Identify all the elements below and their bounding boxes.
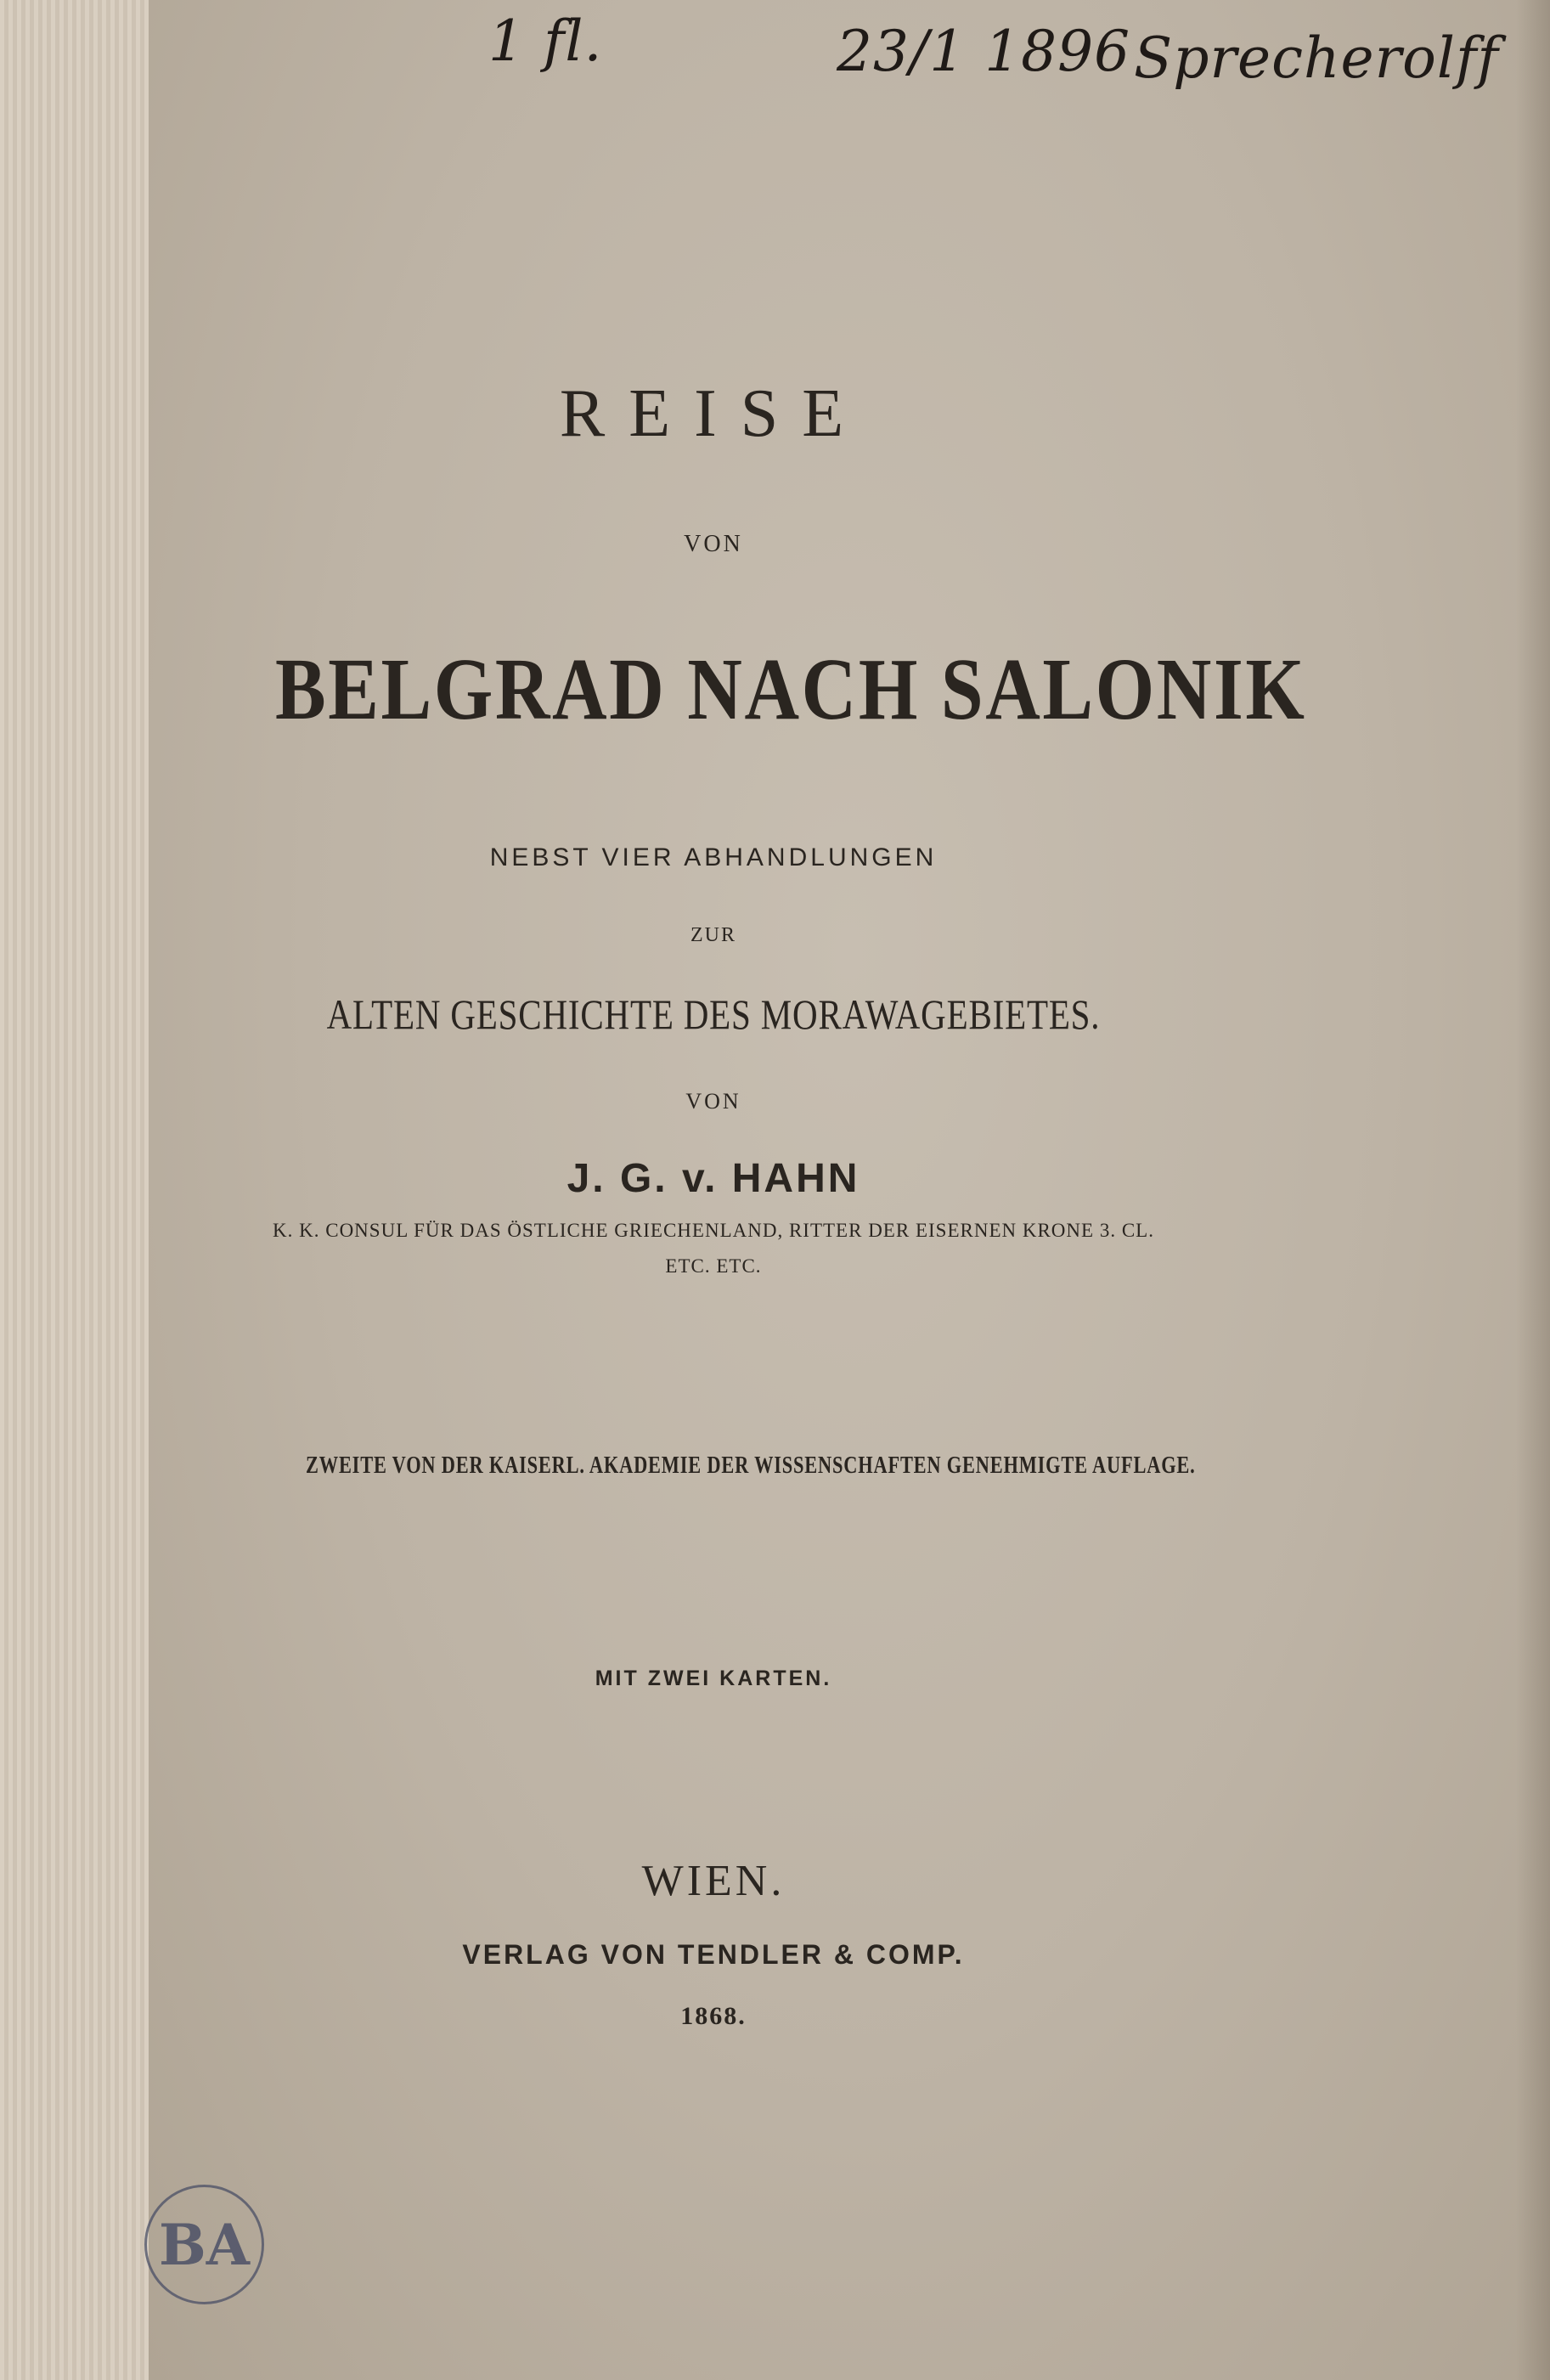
handwritten-price: 1 fl. [488,8,603,74]
publisher: VERLAG VON TENDLER & COMP. [462,1939,965,1970]
book-spine [0,0,152,2380]
stamp-text: BA [159,2211,250,2278]
author-etc: ETC. ETC. [665,1255,762,1277]
subtitle-line-2: ALTEN GESCHICHTE DES MORAWAGEBIETES. [326,990,1101,1038]
publication-year: 1868. [680,2002,747,2030]
handwritten-owner-name: Sprecherolff [1134,25,1499,91]
publication-city: WIEN. [641,1857,786,1905]
author-title: K. K. CONSUL FÜR DAS ÖSTLICHE GRIECHENLAND, RITTER DER EISERNEN KRONE 3. CL. [273,1220,1154,1241]
author-von: VON [685,1089,741,1114]
subtitle-zur: ZUR [690,924,736,946]
subtitle-line-1: NEBST VIER ABHANDLUNGEN [489,843,938,871]
maps-note: MIT ZWEI KARTEN. [595,1667,832,1690]
title-von: VON [684,531,743,557]
handwritten-date: 23/1 1896 [837,19,1131,84]
edition-note: ZWEITE VON DER KAISERL. AKADEMIE DER WISSENSCHAFTEN GENEHMIGTE AUFLAGE. [306,1452,1196,1479]
author-name: J. G. v. HAHN [566,1156,860,1201]
library-stamp [144,2185,264,2304]
page-title: REISE [559,376,868,451]
page-edge-shadow [1516,0,1550,2380]
main-title: BELGRAD NACH SALONIK [275,640,1307,738]
